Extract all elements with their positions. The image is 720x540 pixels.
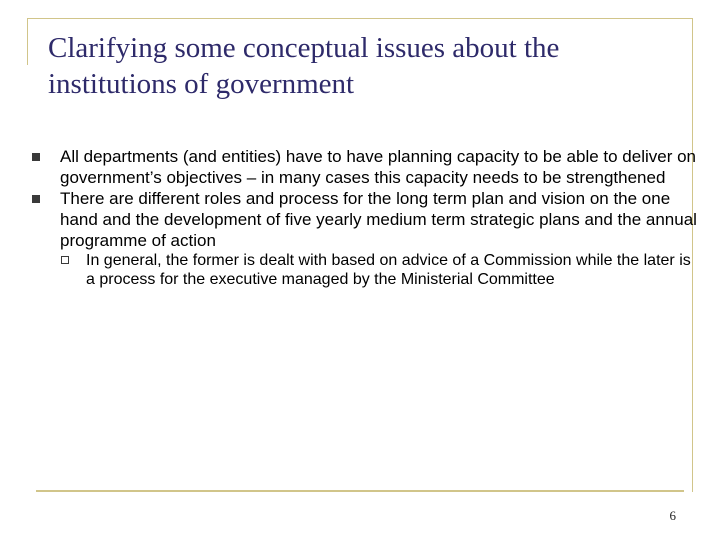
- filled-square-bullet-icon: [32, 153, 40, 161]
- bullet-item: [30, 188, 700, 289]
- bullet-text: There are different roles and process for the long term plan and vision on the one hand and the development of five yearly medium term strategic plans and the annual programme of action: [60, 189, 697, 250]
- frame-left-rule: [27, 18, 28, 65]
- slide-title: Clarifying some conceptual issues about the institutions of government: [48, 32, 560, 100]
- frame-bottom-rule: [36, 490, 684, 492]
- sub-bullet-text: In general, the former is dealt with based on advice of a Commission while the later is a process for the executive managed by the Ministerial Committee: [86, 252, 691, 288]
- bullet-item: [30, 146, 700, 188]
- hollow-square-bullet-icon: [61, 256, 69, 264]
- frame-top-rule: [27, 18, 693, 19]
- sub-bullet-list: [60, 251, 700, 289]
- bullet-list: [30, 146, 700, 289]
- bullet-text: All departments (and entities) have to have planning capacity to be able to deliver on government’s objectives – in many cases this capacity needs to be strengthened: [60, 147, 697, 187]
- slide-number: 6: [669, 508, 676, 523]
- sub-bullet-item: [60, 251, 700, 289]
- filled-square-bullet-icon: [32, 195, 40, 203]
